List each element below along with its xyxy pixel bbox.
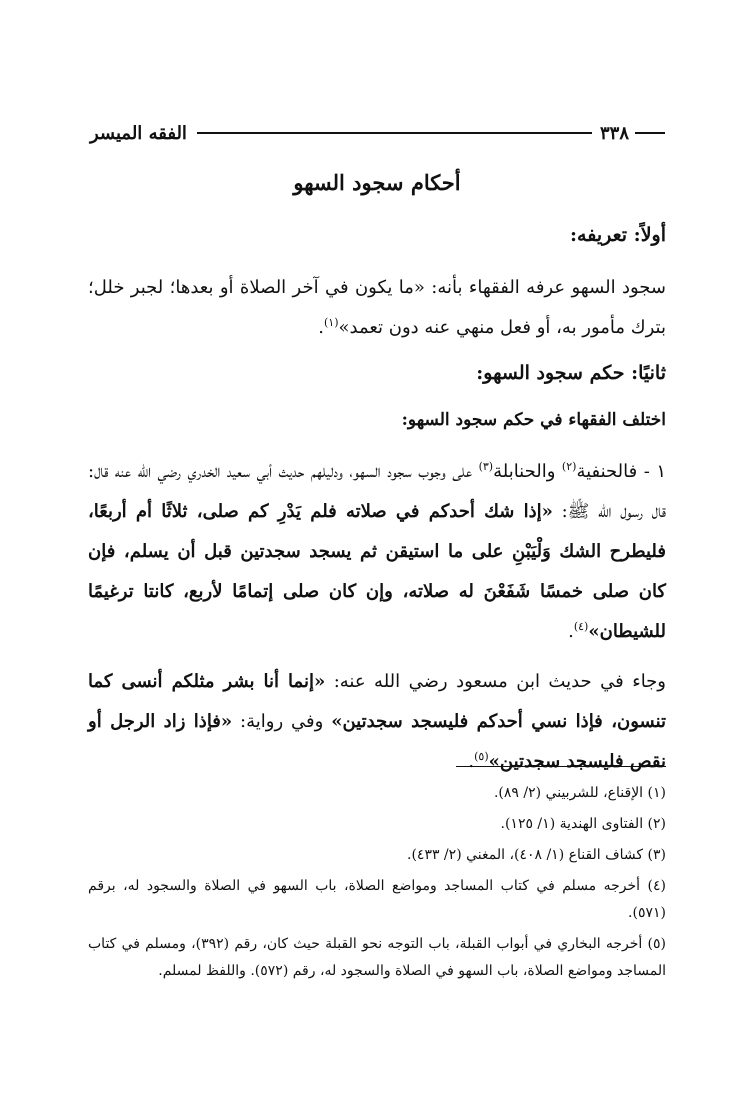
ruling-paragraph-1 xyxy=(88,452,666,652)
footnote-2: (٢) الفتاوى الهندية (١/ ١٢٥). xyxy=(500,816,666,832)
definition-text: سجود السهو عرفه الفقهاء بأنه: «ما يكون في آخر الصلاة أو بعدها؛ لجبر خلل؛ بترك مأمور به، أو فعل منهي عنه دون تعمد» xyxy=(88,277,666,338)
page-number: ٣٣٨ xyxy=(599,122,629,144)
page-header xyxy=(90,118,665,148)
hanafi-text: ١ - فالحنفية xyxy=(576,461,666,482)
period: . xyxy=(568,621,574,642)
footnote-3: (٣) كشاف القناع (١/ ٤٠٨)، المغني (٢/ ٤٣٣). xyxy=(407,847,666,863)
ibn-masud-intro: وجاء في حديث ابن مسعود رضي الله عنه: xyxy=(325,671,666,692)
subheading-disagreement: اختلف الفقهاء في حكم سجود السهو: xyxy=(401,410,666,430)
hanbali-text: والحنابلة xyxy=(493,461,562,482)
footnote-ref-1[interactable]: (١) xyxy=(323,316,339,329)
section-heading-definition: أولاً: تعريفه: xyxy=(570,224,666,246)
footnote-separator xyxy=(456,766,666,767)
hadith-ibn-masud: «إنما أنا بشر مثلكم أنسى كما تنسون، فإذا نسي أحدكم فليسجد سجدتين» xyxy=(88,671,667,732)
section-heading-ruling: ثانيًا: حكم سجود السهو: xyxy=(476,362,666,384)
chapter-title: أحكام سجود السهو xyxy=(293,170,461,195)
footnote-ref-2[interactable]: (٢) xyxy=(561,460,577,473)
book-title: الفقه الميسر xyxy=(90,122,187,144)
footnote-4: (٤) أخرجه مسلم في كتاب المساجد ومواضع الصلاة، باب السهو في الصلاة والسجود له، برقم (٥٧١). xyxy=(88,878,666,921)
footnote-1: (١) الإقناع، للشربيني (٢/ ٨٩). xyxy=(493,785,666,801)
hadith-abu-saeed: «إذا شك أحدكم في صلاته فلم يَدْرِ كم صلى، ثلاثًا أم أربعًا، فليطرح الشك وَلْيَبْنِ على ما استيقن ثم يسجد سجدتين قبل أن يسلم، فإن كان صلى خمسًا شَفَعْنَ له صلاته، وإن كان صلى إتمامًا لأربع، كانتا ترغيمًا للشيطان» xyxy=(88,501,666,642)
footnote-ref-4[interactable]: (٤) xyxy=(573,620,589,633)
period: . xyxy=(468,751,475,772)
narration-intro: وفي رواية: xyxy=(232,711,332,732)
hadith-narration: «فإذا زاد الرجل أو نقص فليسجد سجدتين» xyxy=(88,711,666,772)
page-body xyxy=(88,168,666,792)
period: . xyxy=(318,317,324,338)
definition-paragraph xyxy=(88,268,666,348)
ruling-paragraph-2 xyxy=(88,662,666,782)
evidence-text: على وجوب سجود السهو، ودليلهم حديث أبي سعيد الخدري رضي الله عنه قال: قال رسول الله ﷺ: xyxy=(88,461,666,522)
footnotes xyxy=(88,780,666,989)
footnote-ref-3[interactable]: (٣) xyxy=(478,460,494,473)
footnote-ref-5[interactable]: (٥) xyxy=(474,750,489,763)
header-dash xyxy=(635,132,665,134)
header-rule xyxy=(197,132,592,134)
footnote-5: (٥) أخرجه البخاري في أبواب القبلة، باب التوجه نحو القبلة حيث كان، رقم (٣٩٢)، ومسلم في كتاب المساجد ومواضع الصلاة، باب السهو في الصلاة والسجود له، رقم (٥٧٢). واللفظ لمسلم. xyxy=(88,936,666,979)
